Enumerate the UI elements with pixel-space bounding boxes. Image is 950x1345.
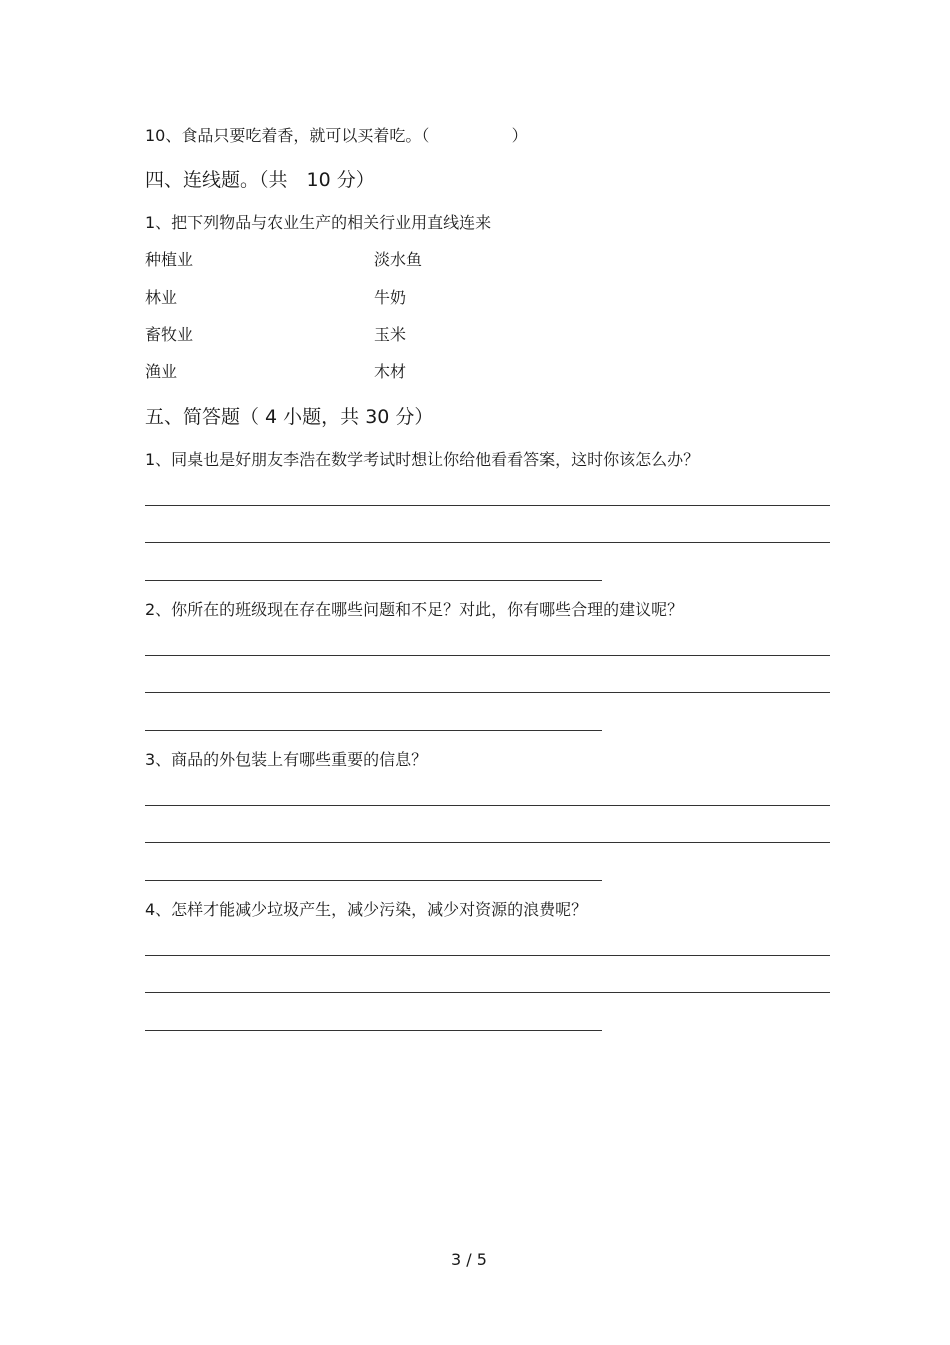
- match-left-item: 种植业: [145, 250, 194, 269]
- match-right-item: 玉米: [374, 325, 407, 344]
- answer-line: [145, 992, 830, 993]
- answer-line: [145, 955, 830, 956]
- answer-line: [145, 542, 830, 543]
- answer-line: [145, 505, 830, 506]
- match-right-item: 淡水鱼: [374, 250, 423, 269]
- match-right-item: 牛奶: [374, 288, 407, 307]
- answer-line: [145, 655, 830, 656]
- match-left-item: 畜牧业: [145, 325, 194, 344]
- question-10: [145, 126, 528, 146]
- section-5-heading: 五、简答题（ 4 小题，共 30 分）: [145, 406, 434, 428]
- answer-line: [145, 730, 602, 731]
- section-4-question-1: 1、把下列物品与农业生产的相关行业用直线连来: [145, 213, 492, 232]
- page-number: 3 / 5: [451, 1250, 487, 1269]
- question-10-text: 10、食品只要吃着香，就可以买着吃。（: [145, 126, 430, 145]
- answer-line: [145, 842, 830, 843]
- question-10-close: ）: [511, 126, 528, 145]
- match-left-item: 林业: [145, 288, 178, 307]
- short-answer-question-2: 2、你所在的班级现在存在哪些问题和不足？对此，你有哪些合理的建议呢？: [145, 600, 684, 619]
- answer-line: [145, 805, 830, 806]
- match-left-item: 渔业: [145, 362, 178, 381]
- answer-line: [145, 1030, 602, 1031]
- answer-line: [145, 692, 830, 693]
- match-right-item: 木材: [374, 362, 407, 381]
- short-answer-question-4: 4、怎样才能减少垃圾产生，减少污染，减少对资源的浪费呢？: [145, 900, 588, 919]
- section-4-heading: 四、连线题。（共 10 分）: [145, 169, 375, 191]
- answer-line: [145, 580, 602, 581]
- short-answer-question-3: 3、商品的外包装上有哪些重要的信息？: [145, 750, 428, 769]
- short-answer-question-1: 1、同桌也是好朋友李浩在数学考试时想让你给他看看答案，这时你该怎么办？: [145, 450, 700, 469]
- answer-line: [145, 880, 602, 881]
